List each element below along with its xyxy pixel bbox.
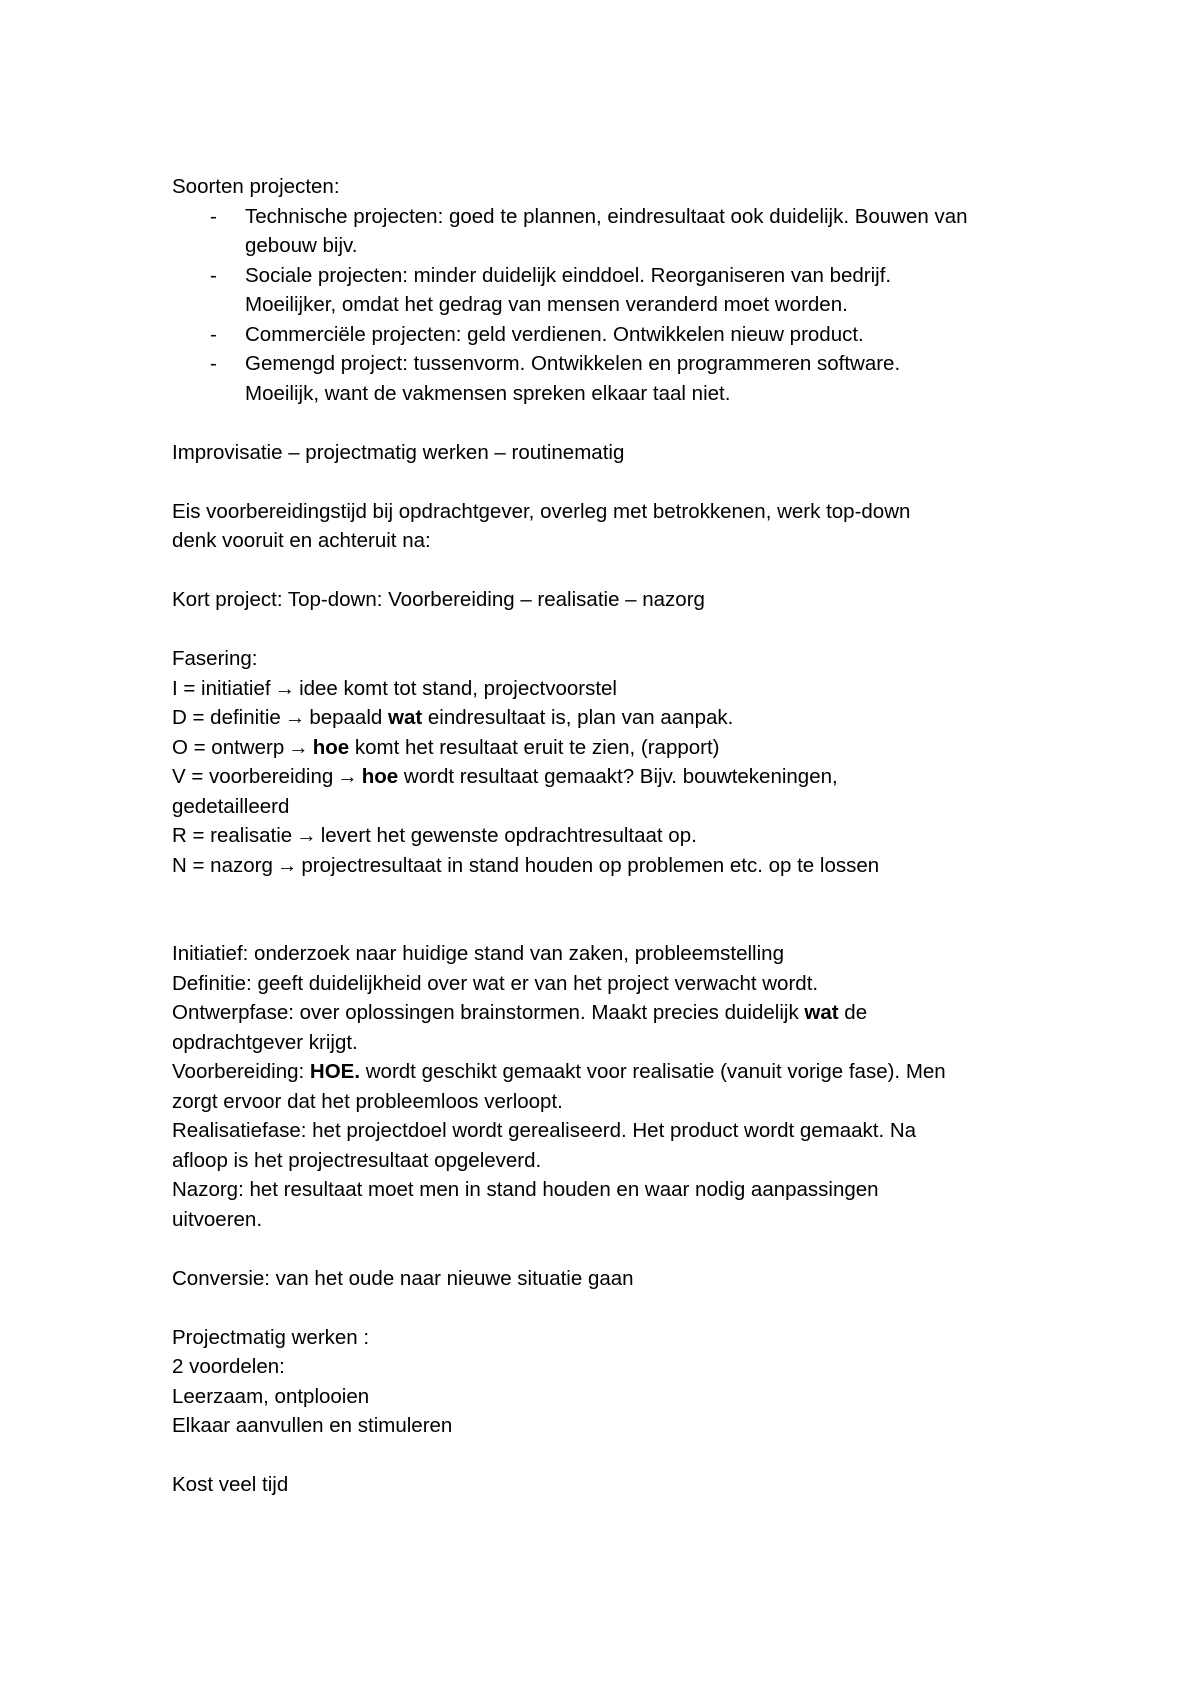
- fase-o-text: komt het resultaat eruit te zien, (rapport): [354, 735, 720, 759]
- fase-v-label: V = voorbereiding: [172, 765, 334, 788]
- voordelen-line: 2 voordelen:: [172, 1355, 285, 1378]
- voorbereiding-line: [172, 1057, 1052, 1087]
- projectmatig-heading: Projectmatig werken :: [172, 1325, 370, 1349]
- fase-r-label: R = realisatie: [172, 824, 293, 847]
- fase-r: [172, 821, 1052, 851]
- spacer: [172, 1293, 1052, 1323]
- eis-line-1: Eis voorbereidingstijd bij opdrachtgever, overleg met betrokkenen, werk top-down: [172, 499, 911, 523]
- list-item-line: Gemengd project: tussenvorm. Ontwikkelen en programmeren software.: [245, 352, 901, 375]
- voorbereiding-label: Voorbereiding:: [172, 1060, 305, 1083]
- fase-o: [172, 733, 1052, 763]
- nazorg-line: Nazorg: het resultaat moet men in stand houden en waar nodig aanpassingen: [172, 1178, 879, 1201]
- nazorg-line-2: uitvoeren.: [172, 1207, 263, 1231]
- fase-i-label: I = initiatief: [172, 676, 271, 700]
- spacer: [172, 615, 1052, 645]
- realisatie-line-2: afloop is het projectresultaat opgeleverd.: [172, 1148, 542, 1172]
- spacer: [172, 880, 1052, 939]
- ontwerp-emphasis: wat: [804, 1001, 839, 1024]
- list-item-line: Technische projecten: goed te plannen, eindresultaat ook duidelijk. Bouwen van: [245, 204, 968, 228]
- bullet-dash: -: [210, 204, 217, 228]
- fase-n-label: N = nazorg: [172, 853, 273, 877]
- fase-n-text: projectresultaat in stand houden op problemen etc. op te lossen: [301, 853, 880, 877]
- bullet-dash: -: [210, 263, 217, 287]
- definitie-line: Definitie: geeft duidelijkheid over wat er van het project verwacht wordt.: [172, 971, 819, 995]
- arrow-right-icon: →: [296, 824, 317, 847]
- fase-n: [172, 851, 1052, 881]
- list-item-line: Sociale projecten: minder duidelijk einddoel. Reorganiseren van bedrijf.: [245, 263, 892, 287]
- ontwerp-line: [172, 998, 1052, 1028]
- spacer: [172, 467, 1052, 497]
- fase-v: [172, 762, 1052, 792]
- arrow-right-icon: →: [276, 853, 298, 877]
- eis-line-2: denk vooruit en achteruit na:: [172, 529, 431, 552]
- voordeel-2: Elkaar aanvullen en stimuleren: [172, 1414, 453, 1437]
- list-item: [172, 349, 1052, 408]
- fase-d-text-end: eindresultaat is, plan van aanpak.: [427, 706, 734, 729]
- kort-project-line: Kort project: Top-down: Voorbereiding – realisatie – nazorg: [172, 588, 705, 611]
- list-item-line: Commerciële projecten: geld verdienen. Ontwikkelen nieuw product.: [245, 322, 864, 346]
- bullet-dash: -: [210, 352, 217, 375]
- spacer: [172, 1234, 1052, 1264]
- fase-o-emphasis: hoe: [312, 735, 350, 759]
- ontwerp-text-end: de: [844, 1001, 868, 1024]
- fase-d: [172, 703, 1052, 733]
- fase-v-line-2: gedetailleerd: [172, 794, 290, 818]
- fase-o-label: O = ontwerp: [172, 735, 285, 759]
- soorten-list: [172, 202, 1052, 409]
- list-item-line: gebouw bijv.: [245, 234, 358, 257]
- arrow-right-icon: →: [337, 765, 358, 788]
- list-item-line: Moeilijker, omdat het gedrag van mensen veranderd moet worden.: [245, 293, 848, 316]
- bullet-dash: -: [210, 322, 217, 346]
- spacer: [172, 556, 1052, 586]
- initiatief-line: Initiatief: onderzoek naar huidige stand van zaken, probleemstelling: [172, 942, 784, 965]
- list-item-line: Moeilijk, want de vakmensen spreken elkaar taal niet.: [245, 381, 731, 405]
- soorten-heading: Soorten projecten:: [172, 175, 340, 198]
- fase-d-label: D = definitie: [172, 706, 281, 729]
- realisatie-line: Realisatiefase: het projectdoel wordt gerealiseerd. Het product wordt gemaakt. Na: [172, 1119, 917, 1142]
- ontwerp-line-2: opdrachtgever krijgt.: [172, 1030, 358, 1054]
- document-page: [172, 172, 1052, 1500]
- fasering-heading: Fasering:: [172, 647, 258, 670]
- arrow-right-icon: →: [284, 706, 306, 729]
- fase-r-text: levert het gewenste opdrachtresultaat op.: [320, 824, 697, 847]
- arrow-right-icon: →: [288, 735, 309, 759]
- voordeel-1: Leerzaam, ontplooien: [172, 1384, 370, 1408]
- fase-v-text: wordt resultaat gemaakt? Bijv. bouwtekeningen,: [403, 765, 838, 788]
- fase-v-emphasis: hoe: [361, 765, 399, 788]
- fase-d-text: bepaald: [309, 706, 383, 729]
- conversie-line: Conversie: van het oude naar nieuwe situatie gaan: [172, 1266, 634, 1290]
- voorbereiding-emphasis: HOE.: [309, 1060, 361, 1083]
- kost-line: Kost veel tijd: [172, 1473, 289, 1496]
- voorbereiding-text: wordt geschikt gemaakt voor realisatie (vanuit vorige fase). Men: [365, 1060, 946, 1083]
- list-item: [172, 261, 1052, 320]
- spacer: [172, 408, 1052, 438]
- fase-i-text: idee komt tot stand, projectvoorstel: [299, 676, 617, 700]
- fase-d-emphasis: wat: [388, 706, 423, 729]
- arrow-right-icon: →: [274, 676, 296, 700]
- ontwerp-text: Ontwerpfase: over oplossingen brainstormen. Maakt precies duidelijk: [172, 1001, 799, 1024]
- list-item: [172, 202, 1052, 261]
- fase-i: [172, 674, 1052, 704]
- voorbereiding-line-2: zorgt ervoor dat het probleemloos verloopt.: [172, 1089, 563, 1113]
- list-item: [172, 320, 1052, 350]
- spacer: [172, 1441, 1052, 1471]
- improvisatie-line: Improvisatie – projectmatig werken – routinematig: [172, 440, 625, 464]
